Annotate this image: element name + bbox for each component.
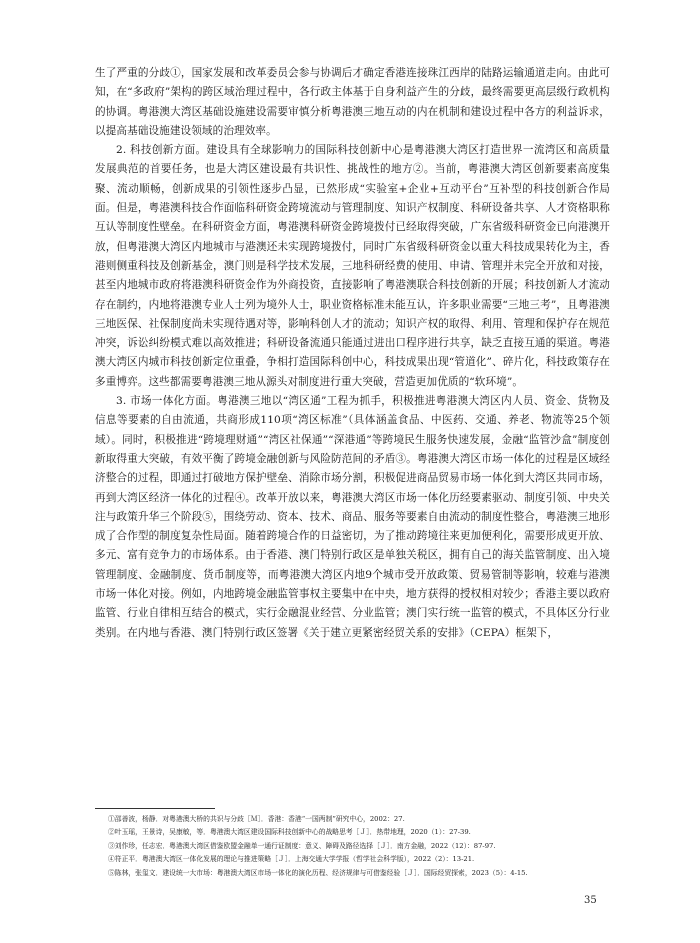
paragraph-market-integration: 3. 市场一体化方面。粤港澳三地以“湾区通”工程为抓手，积极推进粤港澳大湾区内人员、资金、货物及信息等要素的自由流通，共商形成110项“湾区标准”（具体涵盖食品、中医药、交通、养老、物流等25个领域）。同时，积极推进“跨境理财通”“湾区社保通”“深港通”等跨境民生服务快速发展，金融“监管沙盒”制度创新取得重大突破，有效平衡了跨境金融创新与风险防范间的矛盾③。粤港澳大湾区市场一体化的过程是区域经济整合的过程，即通过打破地方保护壁垒、消除市场分割，积极促进商品贸易市场一体化到大湾区共同市场，再到大湾区经济一体化的过程④。改革开放以来，粤港澳大湾区市场一体化历经要素驱动、制度引领、中央关注与政策升华三个阶段⑤，围绕劳动、资本、技术、商品、服务等要素自由流动的制度性整合，粤港澳三地形成了合作型的制度复杂性局面。随着跨境合作的日益密切，为了推动跨境往来更加便利化，需要形成更开放、多元、富有竞争力的市场体系。由于香港、澳门特别行政区是单独关税区，拥有自己的海关监管制度、出入境管理制度、金融制度、货币制度等，而粤港澳大湾区内地9个城市受开放政策、贸易管制等影响，较难与港澳市场一体化对接。例如，内地跨境金融监管事权主要集中在中央，地方获得的授权相对较少；香港主要以政府监管、行业自律相互结合的模式，实行金融混业经营、分业监管；澳门实行统一监管的模式，不具体区分行业类别。在内地与香港、澳门特别行政区签署《关于建立更紧密经贸关系的安排》（CEPA）框架下， [95, 395, 610, 639]
footnote-1: ①邵善波，杨静．对粤港澳大桥的共识与分歧［Ｍ］．香港：香港“一国两制”研究中心，2002：27. [108, 815, 405, 823]
footnote-2: ②叶玉瑶，王景诗，吴康敏，等．粤港澳大湾区建设国际科技创新中心的战略思考［Ｊ］．热带地理，2020（1）：27-39. [108, 828, 471, 837]
footnote-divider [95, 808, 215, 809]
footnote-3: ③刘作珍，任志宏．粤港澳大湾区借鉴欧盟金融单一通行证制度：意义、障碍及路径选择［Ｊ］．南方金融，2022（12）：87-97. [108, 841, 496, 850]
footnote-5: ⑤陈林，张玺文．建设统一大市场：粤港澳大湾区市场一体化的演化历程、经济规律与可借鉴经验［Ｊ］．国际经贸探索，2023（5）：4-15. [108, 868, 528, 877]
page-number: 35 [584, 895, 597, 906]
paragraph-technology-innovation: 2. 科技创新方面。建设具有全球影响力的国际科技创新中心是粤港澳大湾区打造世界一流湾区和高质量发展典范的首要任务，也是大湾区建设最有共识性、挑战性的地方②。当前，粤港澳大湾区创新要素高度集聚、流动顺畅，创新成果的引领性逐步凸显，已然形成“实验室+企业+互动平台”互补型的科技创新合作局面。但是，粤港澳科技合作面临科研资金跨境流动与管理制度、知识产权制度、科研设备共享、人才资格职称互认等制度性壁垒。在科研资金方面，粤港澳科研资金跨境拨付已经取得突破，广东省级科研资金已向港澳开放，但粤港澳大湾区内地城市与港澳还未实现跨境拨付，同时广东省级科研资金以重大科技成果转化为主，香港则侧重科技及创新基金，澳门则是科学技术发展，三地科研经费的使用、申请、管理并未完全开放和对接，甚至内地城市政府将港澳科研资金作为外商投资，直接影响了粤港澳联合科技创新的开展；科技创新人才流动存在制约，内地将港澳专业人士列为境外人士，职业资格标准未能互认，许多职业需要“三地三考”，且粤港澳三地医保、社保制度尚未实现待遇对等，影响科创人才的流动；知识产权的取得、利用、管理和保护存在规范冲突，诉讼纠纷模式难以高效推进；科研设备流通只能通过进出口程序进行共享，缺乏直接互通的渠道。粤港澳大湾区内城市科技创新定位重叠，争相打造国际科创中心，科技成果出现“管道化”、碎片化，科技政策存在多重博弈。这些都需要粤港澳三地从源头对制度进行重大突破，营造更加优质的“软环境”。 [95, 144, 610, 388]
main-text [95, 64, 610, 643]
footnote-4: ④符正平．粤港澳大湾区一体化发展的理论与推进策略［Ｊ］．上海交通大学学报（哲学社会科学版），2022（2）：13-21. [108, 855, 475, 864]
paragraph-continuation: 生了严重的分歧①，国家发展和改革委员会参与协调后才确定香港连接珠江西岸的陆路运输通道走向。由此可知，在“多政府”架构的跨区域治理过程中，各行政主体基于自身利益产生的分歧，最终需要更高层级行政机构的协调。粤港澳大湾区基础设施建设需要审慎分析粤港澳三地互动的内在机制和建设过程中各方的利益诉求，以提高基础设施建设领域的治理效率。 [95, 67, 610, 137]
footnotes [108, 813, 608, 880]
